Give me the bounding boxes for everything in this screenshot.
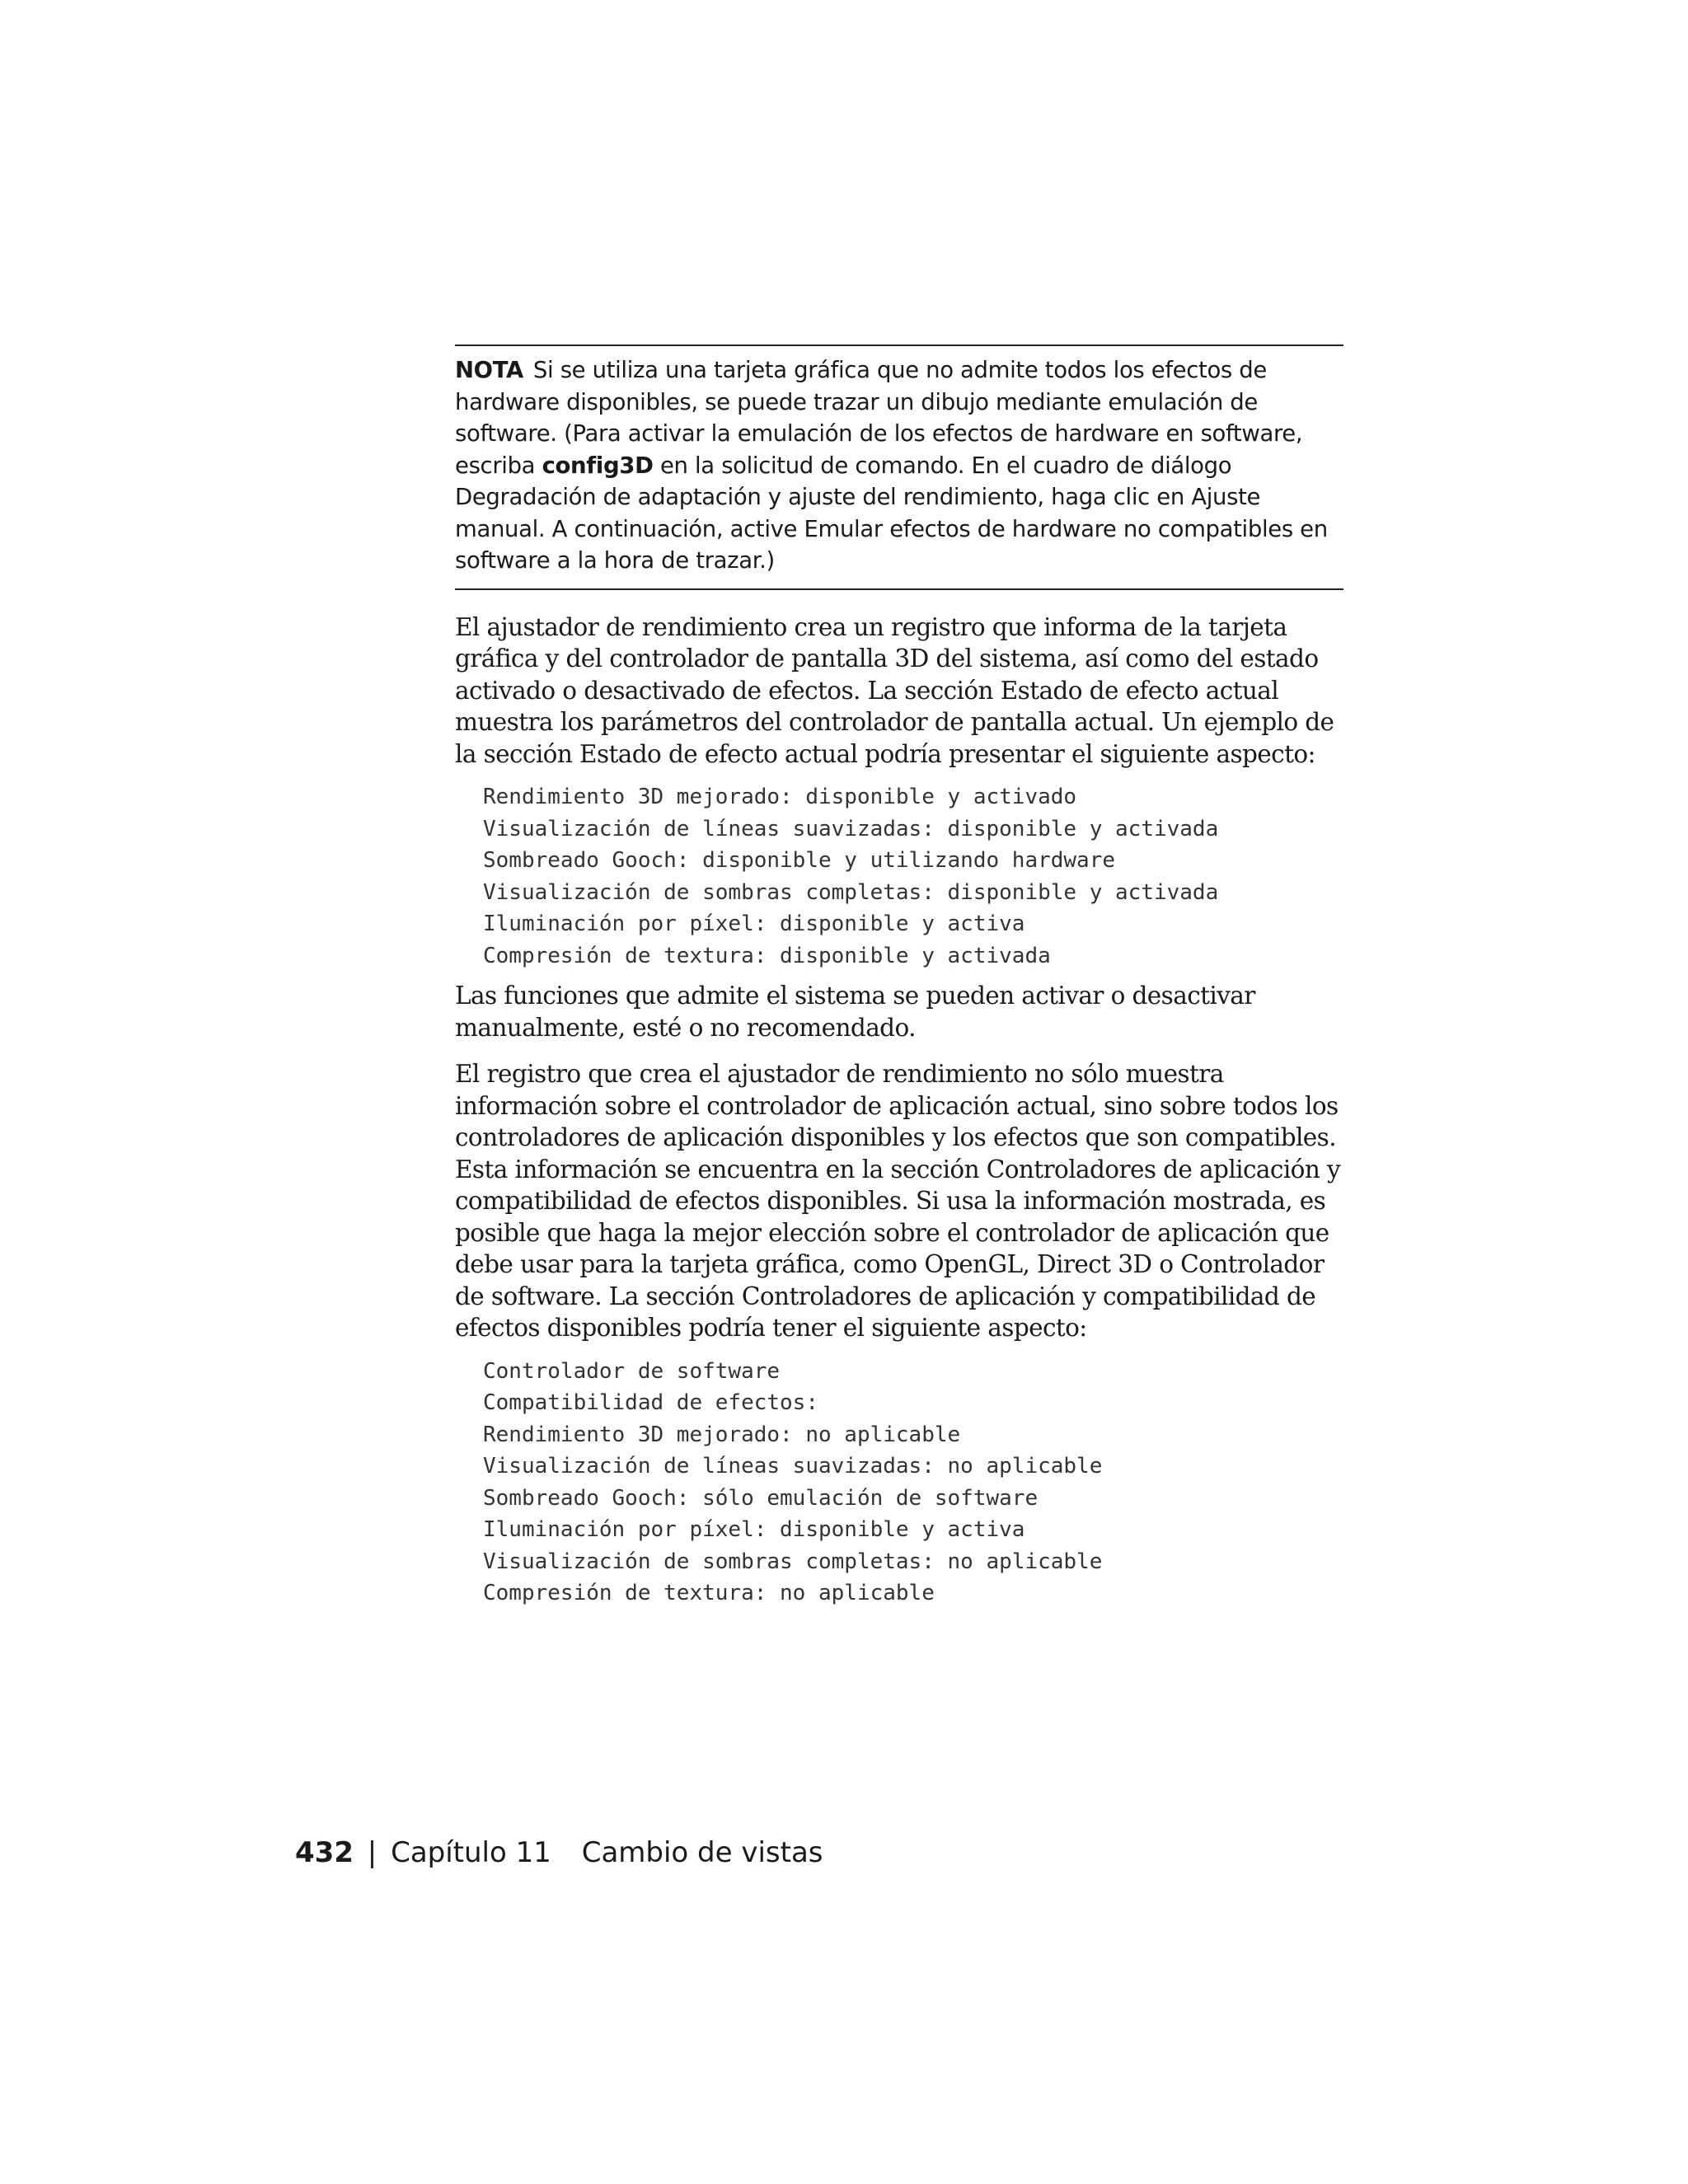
code-line: Iluminación por píxel: disponible y activa <box>483 912 1025 936</box>
chapter-label: Capítulo 11 <box>391 1836 551 1869</box>
code-line: Visualización de sombras completas: disponible y activada <box>483 879 1219 905</box>
note-box <box>455 344 1343 590</box>
code-line: Rendimiento 3D mejorado: disponible y activado <box>483 785 1077 809</box>
footer-separator: | <box>367 1836 377 1869</box>
code-line: Visualización de líneas suavizadas: disponible y activada <box>483 816 1219 841</box>
code-line: Visualización de líneas suavizadas: no aplicable <box>483 1454 1103 1479</box>
page-footer <box>295 1835 823 1871</box>
note-label: NOTA <box>455 357 523 383</box>
code-line: Compresión de textura: disponible y activada <box>483 943 1051 968</box>
code-line: Controlador de software <box>483 1358 781 1384</box>
note-command: config3D <box>542 452 654 479</box>
code-block-effect-state <box>483 781 1343 972</box>
code-line: Sombreado Gooch: disponible y utilizando hardware <box>483 848 1116 873</box>
chapter-title: Cambio de vistas <box>581 1836 823 1869</box>
paragraph-manual-toggle: Las funciones que admite el sistema se pueden activar o desactivar manualmente, esté o no recomendado. <box>455 982 1255 1042</box>
code-line: Sombreado Gooch: sólo emulación de software <box>483 1485 1039 1511</box>
code-line: Visualización de sombras completas: no aplicable <box>483 1549 1103 1574</box>
code-line: Compatibilidad de efectos: <box>483 1390 818 1415</box>
code-block-drivers <box>483 1356 1343 1610</box>
note-text-before: Si se utiliza una tarjeta gráfica que no admite todos los efectos de hardware disponibles, se puede trazar un dibujo mediante emulación de software. (Para activar la emulación de los efectos de hardware en software, escriba <box>455 357 1303 479</box>
text-column <box>455 344 1343 1610</box>
paragraph-drivers: El registro que crea el ajustador de rendimiento no sólo muestra información sobre el controlador de aplicación actual, sino sobre todos los controladores de aplicación disponibles y los efectos que son compatibles. Esta información se encuentra en la sección Controladores de aplicación y compatibilidad de efectos disponibles. Si usa la información mostrada, es posible que haga la mejor elección sobre el controlador de aplicación que debe usar para la tarjeta gráfica, como OpenGL, Direct 3D o Controlador de software. La sección Controladores de aplicación y compatibilidad de efectos disponibles podría tener el siguiente aspecto: <box>455 1060 1341 1342</box>
page-number: 432 <box>295 1836 354 1869</box>
code-line: Rendimiento 3D mejorado: no aplicable <box>483 1422 961 1447</box>
code-line: Iluminación por píxel: disponible y activa <box>483 1517 1025 1542</box>
code-line: Compresión de textura: no aplicable <box>483 1581 935 1605</box>
note-text-after: en la solicitud de comando. En el cuadro de diálogo Degradación de adaptación y ajuste del rendimiento, haga clic en Ajuste manual. A continuación, active Emular efectos de hardware no compatibles en software a la hora de trazar.) <box>455 452 1328 574</box>
paragraph-effect-state: El ajustador de rendimiento crea un registro que informa de la tarjeta gráfica y del controlador de pantalla 3D del sistema, así como del estado activado o desactivado de efectos. La sección Estado de efecto actual muestra los parámetros del controlador de pantalla actual. Un ejemplo de la sección Estado de efecto actual podría presentar el siguiente aspecto: <box>455 612 1334 768</box>
